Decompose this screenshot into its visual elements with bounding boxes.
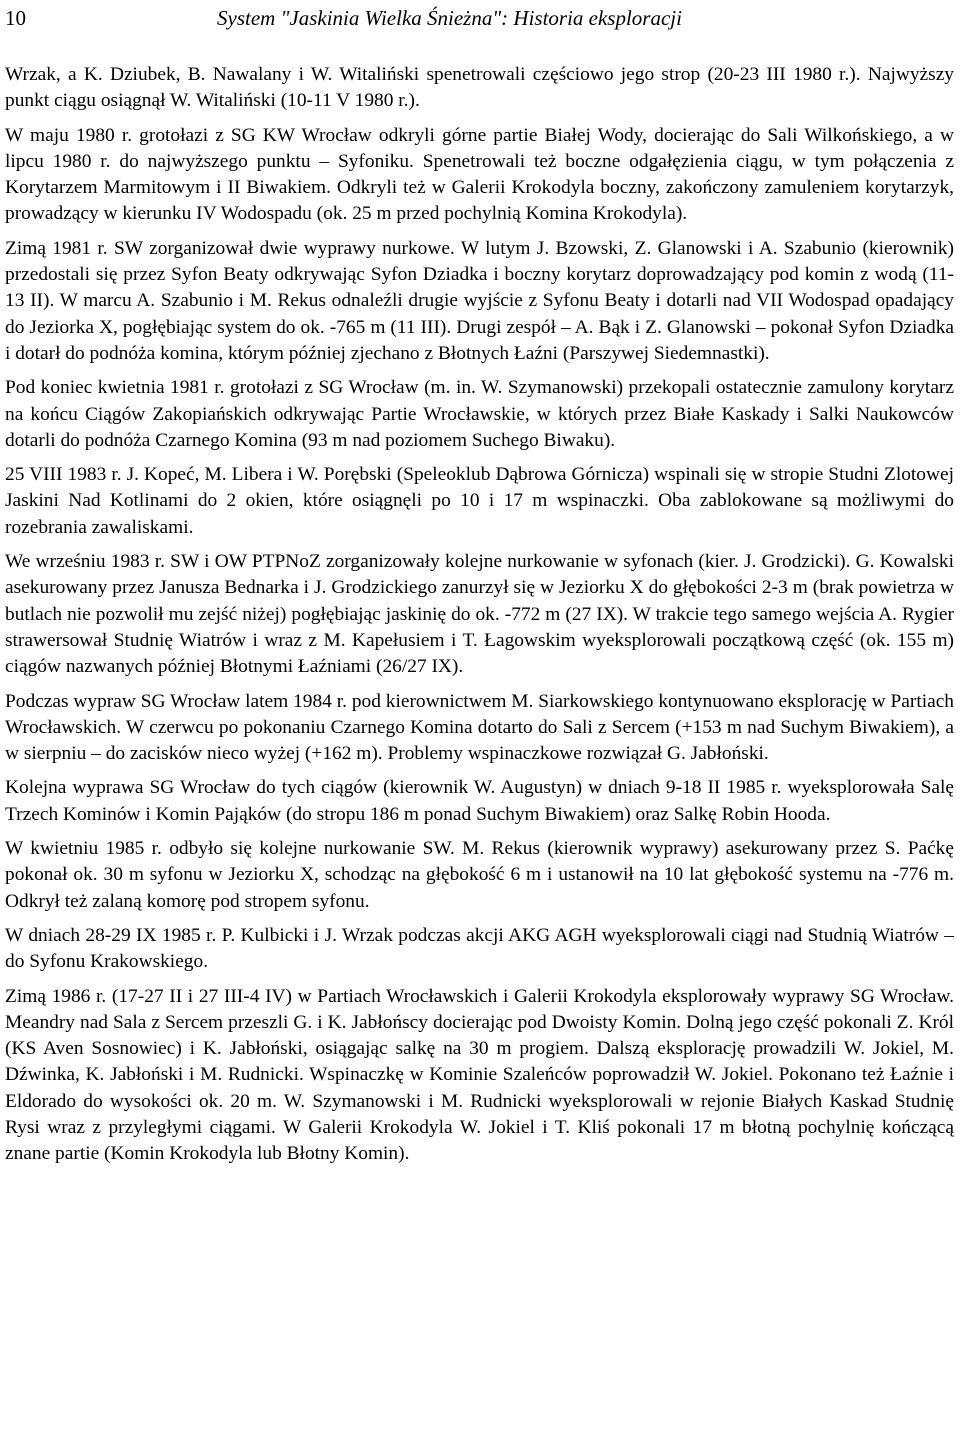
paragraph: Pod koniec kwietnia 1981 r. grotołazi z SG Wrocław (m. in. W. Szymanowski) przekopali ostatecznie zamulony korytarz na końcu Ciągów Zakopiańskich odkrywając Partie Wrocławskie, w których przez Białe Kaskady i Salki Naukowców dotarli do podnóża Czarnego Komina (93 m nad poziomem Suchego Biwaku).: [5, 377, 954, 451]
paragraph: W kwietniu 1985 r. odbyło się kolejne nurkowanie SW. M. Rekus (kierownik wyprawy) asekurowany przez S. Paćkę pokonał ok. 30 m syfonu w Jeziorku X, schodząc na głębokość 6 m i ustanowił na 10 lat głębokość systemu na -776 m. Odkrył też zalaną komorę pod stropem syfonu.: [5, 838, 954, 912]
paragraph: Wrzak, a K. Dziubek, B. Nawalany i W. Witaliński spenetrowali częściowo jego strop (20-23 III 1980 r.). Najwyższy punkt ciągu osiągnął W. Witaliński (10-11 V 1980 r.).: [5, 64, 954, 112]
paragraph: Zimą 1981 r. SW zorganizował dwie wyprawy nurkowe. W lutym J. Bzowski, Z. Glanowski i A. Szabunio (kierownik) przedostali się przez Syfon Beaty odkrywając Syfon Dziadka i boczny korytarz doprowadzający pod komin z wodą (11-13 II). W marcu A. Szabunio i M. Rekus odnaleźli drugie wyjście z Syfonu Beaty i dotarli nad VII Wodospad opadający do Jeziorka X, pogłębiając system do ok. -765 m (11 III). Drugi zespół – A. Bąk i Z. Glanowski – pokonał Syfon Dziadka i dotarł do podnóża komina, którym później zjechano z Błotnych Łaźni (Parszywej Siedemnastki).: [5, 237, 954, 364]
page-number: 10: [5, 6, 26, 30]
paragraph: We wrześniu 1983 r. SW i OW PTPNoZ zorganizowały kolejne nurkowanie w syfonach (kier. J. Grodzicki). G. Kowalski asekurowany przez Janusza Bednarka i J. Grodzickiego zanurzył się w Jeziorku X do głębokości 2-3 m (brak powietrza w butlach nie pozwolił mu zejść niżej) pogłębiając jaskinię do ok. -772 m (27 IX). W trakcie tego samego wejścia A. Rygier strawersował Studnię Wiatrów i wraz z M. Kapełusiem i T. Łagowskim wyeksplorowali początkową część (ok. 155 m) ciągów nazwanych później Błotnymi Łaźniami (26/27 IX).: [5, 551, 954, 678]
running-header: [5, 4, 954, 32]
paragraph: Zimą 1986 r. (17-27 II i 27 III-4 IV) w Partiach Wrocławskich i Galerii Krokodyla eksplorowały wyprawy SG Wrocław. Meandry nad Sala z Sercem przeszli G. i K. Jabłońscy docierając pod Dwoisty Komin. Dolną jego część pokonali Z. Król (KS Aven Sosnowiec) i K. Jabłoński, osiągając salkę na 30 m progiem. Dalszą eksplorację prowadzili W. Jokiel, M. Dźwinka, K. Jabłoński i M. Rudnicki. Wspinaczkę w Kominie Szaleńców poprowadził W. Jokiel. Pokonano też Łaźnie i Eldorado do wysokości ok. 20 m. W. Szymanowski i M. Rudnicki wyeksplorowali w rejonie Białych Kaskad Studnię Rysi wraz z przyległymi ciągami. W Galerii Krokodyla W. Jokiel i T. Kliś pokonali 17 m błotną pochylnię kończącą znane partie (Komin Krokodyla lub Błotny Komin).: [5, 985, 954, 1165]
paragraph: 25 VIII 1983 r. J. Kopeć, M. Libera i W. Porębski (Speleoklub Dąbrowa Górnicza) wspinali się w stropie Studni Zlotowej Jaskini Nad Kotlinami do 2 okien, które osiągnęli po 10 i 17 m wspinaczki. Oba zablokowane są możliwymi do rozebrania zawaliskami.: [5, 464, 954, 538]
paragraph: W maju 1980 r. grotołazi z SG KW Wrocław odkryli górne partie Białej Wody, docierając do Sali Wilkońskiego, a w lipcu 1980 r. do najwyższego punktu – Syfoniku. Spenetrowali też boczne odgałęzienia ciągu, w tym połączenia z Korytarzem Marmitowym i II Biwakiem. Odkryli też w Galerii Krokodyla boczny, zakończony zamuleniem korytarzyk, prowadzący w kierunku IV Wodospadu (ok. 25 m przed pochylnią Komina Krokodyla).: [5, 124, 954, 225]
paragraph: Podczas wypraw SG Wrocław latem 1984 r. pod kierownictwem M. Siarkowskiego kontynuowano eksplorację w Partiach Wrocławskich. W czerwcu po pokonaniu Czarnego Komina dotarto do Sali z Sercem (+153 m nad Suchym Biwakiem), a w sierpniu – do zacisków nieco wyżej (+162 m). Problemy wspinaczkowe rozwiązał G. Jabłoński.: [5, 690, 954, 765]
paragraph: Kolejna wyprawa SG Wrocław do tych ciągów (kierownik W. Augustyn) w dniach 9-18 II 1985 r. wyeksplorowała Salę Trzech Kominów i Komin Pająków (do stropu 186 m ponad Suchym Biwakiem) oraz Salkę Robin Hooda.: [5, 777, 954, 825]
paragraph: W dniach 28-29 IX 1985 r. P. Kulbicki i J. Wrzak podczas akcji AKG AGH wyeksplorowali ciągi nad Studnią Wiatrów – do Syfonu Krakowskiego.: [5, 924, 954, 973]
body-text: [5, 62, 954, 1168]
running-header-title: System "Jaskinia Wielka Śnieżna": Historia eksploracji: [217, 6, 682, 30]
